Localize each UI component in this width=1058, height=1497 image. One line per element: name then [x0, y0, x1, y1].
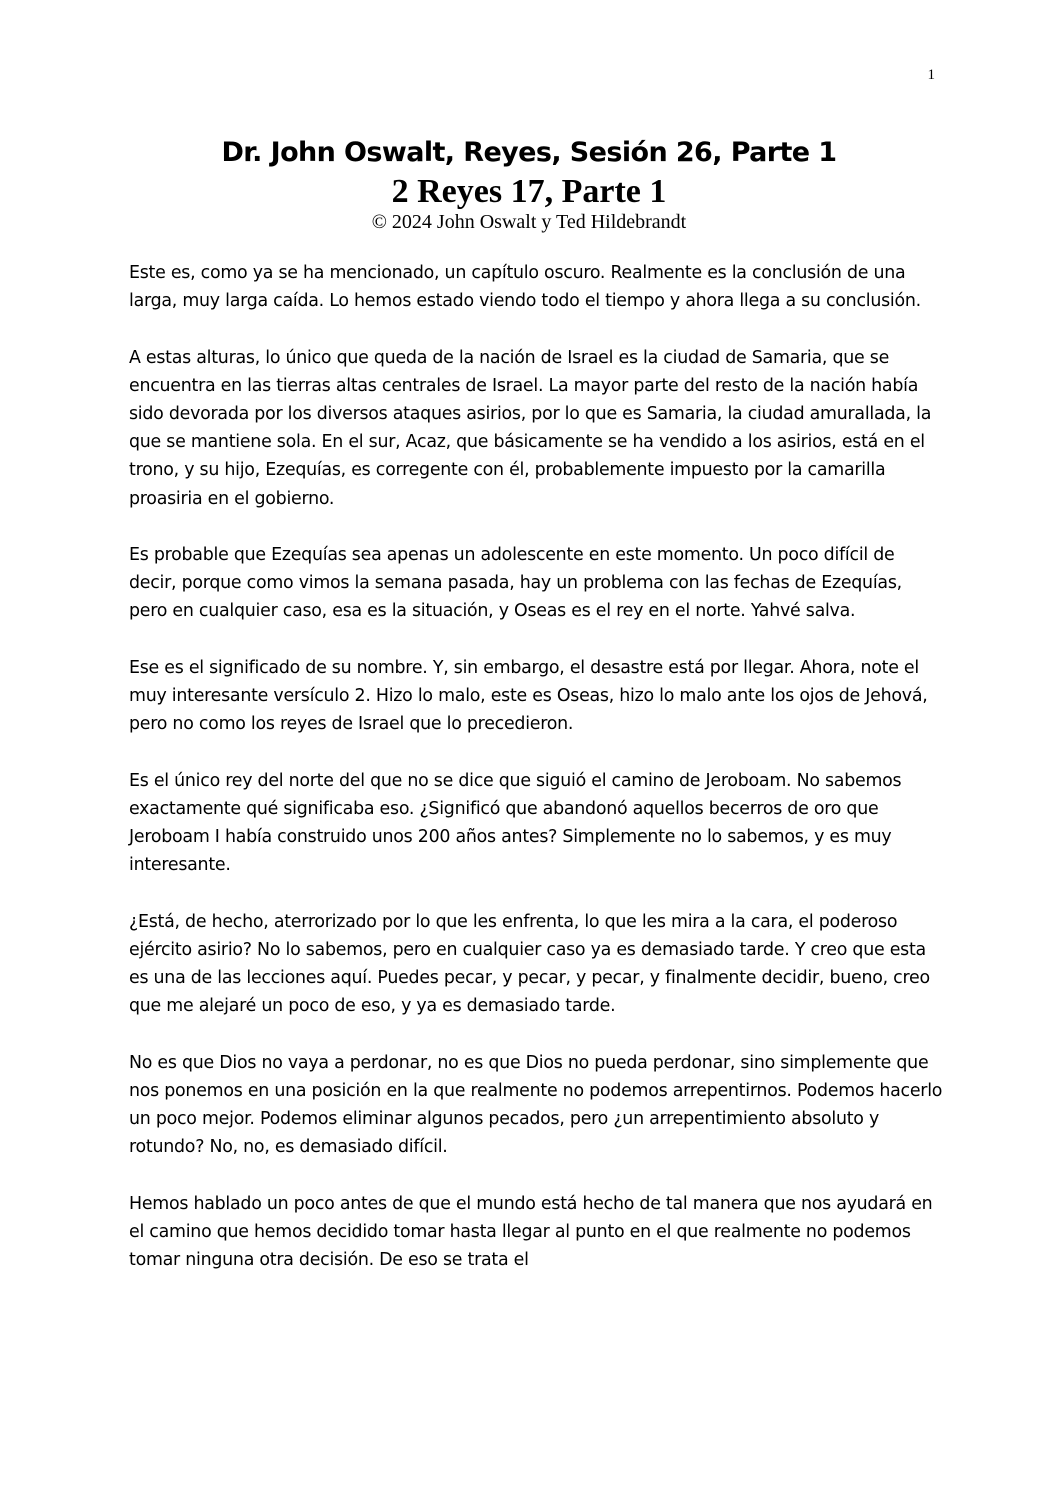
paragraph: No es que Dios no vaya a perdonar, no es que Dios no pueda perdonar, sino simplemente que nos ponemos en una posición en la que realmente no podemos arrepentirnos. Podemos hacerlo un poco mejor. Podemos eliminar algunos pecados, pero ¿un arrepentimiento absoluto y rotundo? No, no, es demasiado difícil. [129, 1052, 943, 1158]
paragraph: Es probable que Ezequías sea apenas un adolescente en este momento. Un poco difícil de decir, porque como vimos la semana pasada, hay un problema con las fechas de Ezequías, pero en cualquier caso, esa es la situación, y Oseas es el rey en el norte. Yahvé salva. [129, 545, 902, 622]
document-header [0, 134, 1058, 234]
document-title: Dr. John Oswalt, Reyes, Sesión 26, Parte 1 [221, 137, 837, 168]
document-subtitle: 2 Reyes 17, Parte 1 [391, 173, 667, 210]
copyright-line: © 2024 John Oswalt y Ted Hildebrandt [371, 211, 687, 233]
paragraph: Ese es el significado de su nombre. Y, sin embargo, el desastre está por llegar. Ahora, note el muy interesante versículo 2. Hizo lo malo, este es Oseas, hizo lo malo ante los ojos de Jehová, pero no como los reyes de Israel que lo precedieron. [129, 657, 928, 735]
paragraph: A estas alturas, lo único que queda de la nación de Israel es la ciudad de Samaria, que se encuentra en las tierras altas centrales de Israel. La mayor parte del resto de la nación había sido devorada por los diversos ataques asirios, por lo que es Samaria, la ciudad amurallada, la que se mantiene sola. En el sur, Acaz, que básicamente se ha vendido a los asirios, está en el trono, y su hijo, Ezequías, es corregente con él, probablemente impuesto por la camarilla proasiria en el gobierno. [129, 347, 932, 509]
paragraph: Este es, como ya se ha mencionado, un capítulo oscuro. Realmente es la conclusión de una larga, muy larga caída. Lo hemos estado viendo todo el tiempo y ahora llega a su conclusión. [129, 263, 921, 312]
document-body [129, 259, 944, 1302]
page-number: 1 [927, 67, 935, 83]
paragraph: ¿Está, de hecho, aterrorizado por lo que les enfrenta, lo que les mira a la cara, el poderoso ejército asirio? No lo sabemos, pero en cualquier caso ya es demasiado tarde. Y creo que esta es una de las lecciones aquí. Puedes pecar, y pecar, y pecar, y finalmente decidir, bueno, creo que me alejaré un poco de eso, y ya es demasiado tarde. [129, 911, 930, 1017]
paragraph: Hemos hablado un poco antes de que el mundo está hecho de tal manera que nos ayudará en el camino que hemos decidido tomar hasta llegar al punto en el que realmente no podemos tomar ninguna otra decisión. De eso se trata el [129, 1193, 933, 1270]
paragraph: Es el único rey del norte del que no se dice que siguió el camino de Jeroboam. No sabemos exactamente qué significaba eso. ¿Significó que abandonó aquellos becerros de oro que Jeroboam I había construido unos 200 años antes? Simplemente no lo sabemos, y es muy interesante. [129, 770, 902, 876]
